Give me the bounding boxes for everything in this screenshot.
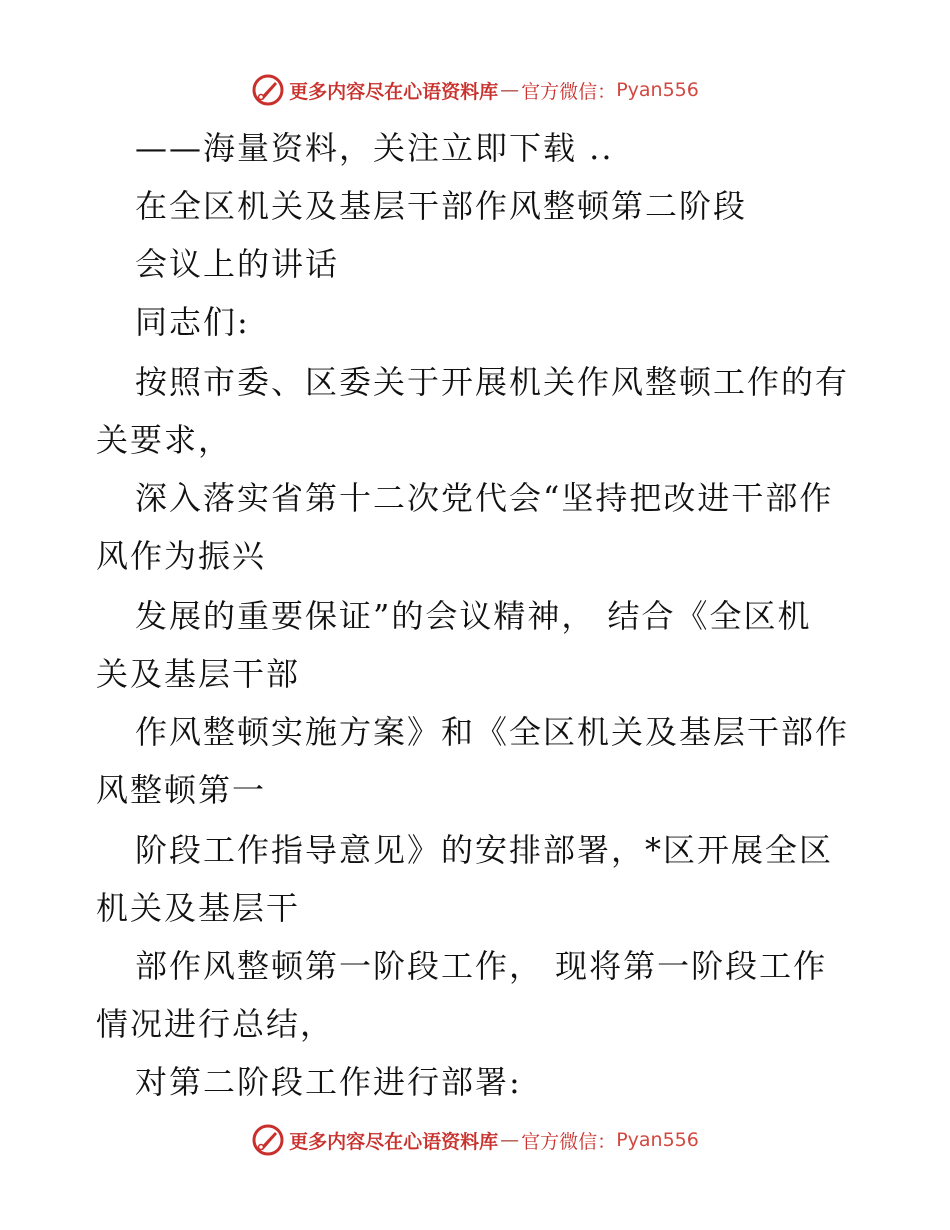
- header-banner: [0, 70, 950, 110]
- banner-wechat-label: 官方微信：: [521, 80, 617, 103]
- body-line: 按照市委、区委关于开展机关作风整顿工作的有: [135, 363, 850, 401]
- body-line: 对第二阶段工作进行部署:: [135, 1063, 522, 1101]
- body-line: 部作风整顿第一阶段工作， 现将第一阶段工作: [135, 947, 828, 985]
- quill-logo-icon: [251, 73, 285, 107]
- salutation: 同志们:: [135, 303, 250, 341]
- banner-main-text: 更多内容尽在心语资料库: [289, 1130, 499, 1153]
- body-line: 风作为振兴: [96, 537, 267, 575]
- title-line-2: 会议上的讲话: [135, 245, 340, 283]
- body-line: 发展的重要保证”的会议精神， 结合《全区机: [135, 597, 812, 635]
- banner-wechat-label: 官方微信：: [521, 1130, 617, 1153]
- banner-wechat-id: Pyan556: [616, 1129, 699, 1151]
- body-line: 情况进行总结，: [96, 1005, 335, 1043]
- banner-main-text: 更多内容尽在心语资料库: [289, 80, 499, 103]
- body-line: 风整顿第一: [96, 771, 267, 809]
- banner-separator: —: [500, 79, 520, 101]
- body-line: 关要求，: [96, 421, 233, 459]
- body-line: 深入落实省第十二次党代会“坚持把改进干部作: [135, 479, 834, 517]
- quill-logo-icon: [251, 1123, 285, 1157]
- banner-separator: —: [500, 1129, 520, 1151]
- footer-banner: [0, 1120, 950, 1160]
- body-line: 机关及基层干: [96, 889, 301, 927]
- body-line: 阶段工作指导意见》的安排部署，*区开展全区: [135, 831, 834, 869]
- intro-line: ——海量资料，关注立即下载 ..: [135, 129, 614, 167]
- banner-wechat-id: Pyan556: [616, 79, 699, 101]
- title-line-1: 在全区机关及基层干部作风整顿第二阶段: [135, 187, 748, 225]
- body-line: 关及基层干部: [96, 655, 301, 693]
- body-line: 作风整顿实施方案》和《全区机关及基层干部作: [135, 713, 850, 751]
